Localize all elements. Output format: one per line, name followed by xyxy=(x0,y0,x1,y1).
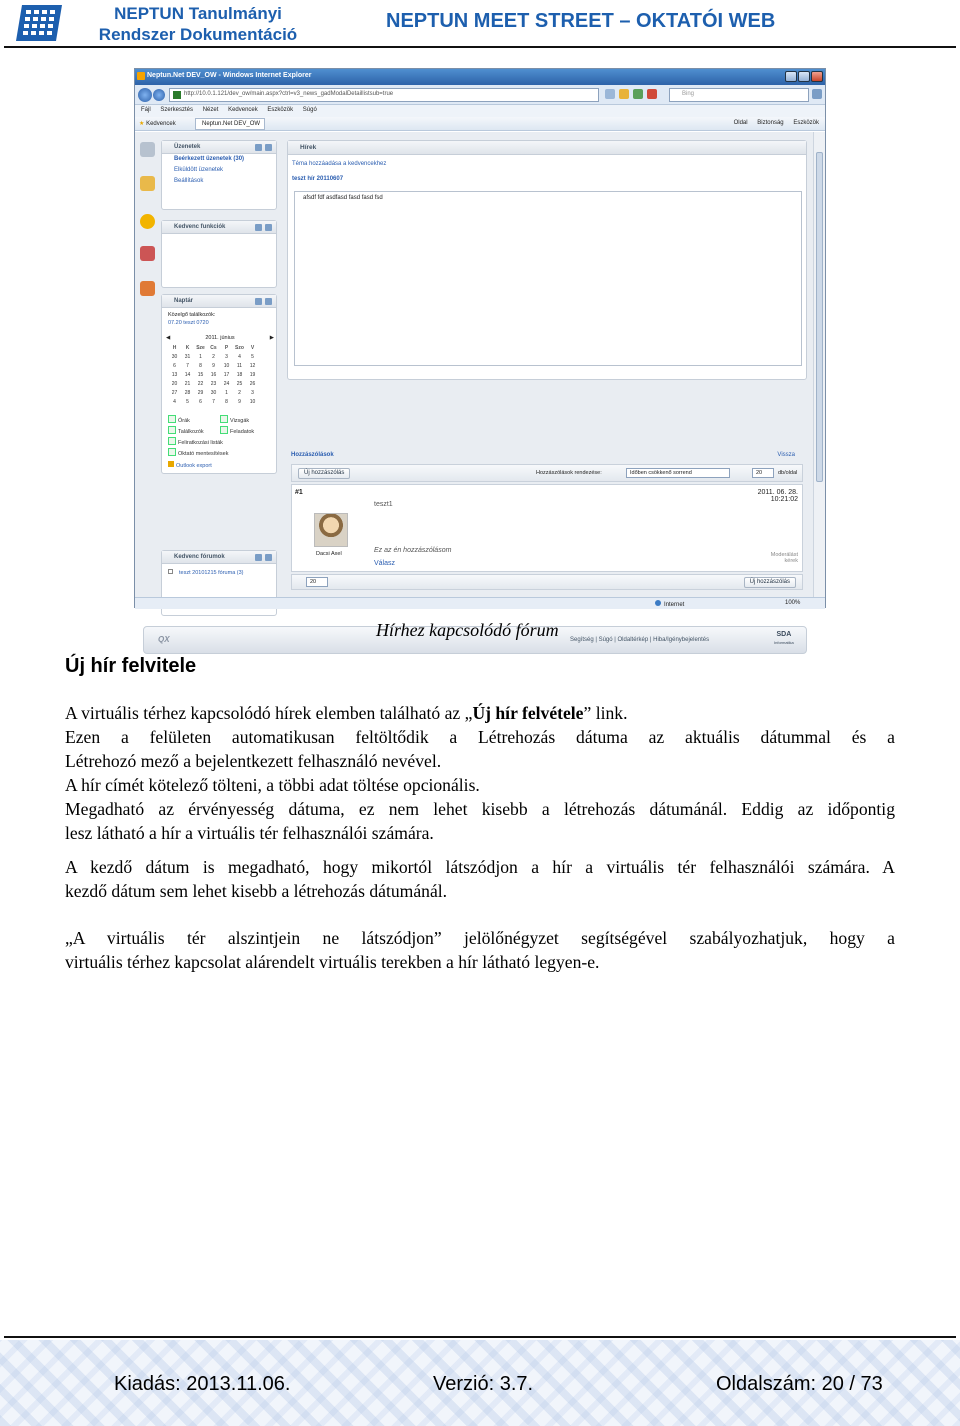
filter-exams-checkbox[interactable]: Vizsgák xyxy=(220,415,249,424)
messages-title: Üzenetek xyxy=(174,144,201,150)
close-icon[interactable] xyxy=(811,71,823,82)
search-placeholder: Bing xyxy=(682,91,695,97)
footer-new-comment-button[interactable]: Új hozzászólás xyxy=(744,577,796,588)
menu-view[interactable]: Nézet xyxy=(202,107,219,113)
favorites-label: Kedvencek xyxy=(146,121,176,127)
calendar-day[interactable]: 13 xyxy=(171,372,178,378)
reply-link[interactable]: Válasz xyxy=(374,560,396,567)
calendar-day[interactable]: 14 xyxy=(184,372,191,378)
search-icon[interactable] xyxy=(812,89,822,99)
calendar-header xyxy=(162,295,276,308)
sort-select[interactable]: Időben csökkenő sorrend xyxy=(626,468,730,478)
text-run: A virtuális térhez kapcsolódó hírek elemben található az „ xyxy=(65,703,473,723)
calendar-day[interactable]: 3 xyxy=(225,354,228,360)
menu-edit[interactable]: Szerkesztés xyxy=(160,107,194,113)
weekday: Szo xyxy=(235,345,244,351)
calendar-day[interactable]: 10 xyxy=(223,363,230,369)
paragraph-sublevel-checkbox xyxy=(65,926,895,974)
sda-logo-sub: Informatika xyxy=(774,640,794,645)
section-heading: Új hír felvitele xyxy=(65,655,197,677)
browser-tab[interactable]: Neptun.Net DEV_OW xyxy=(195,118,265,130)
footer-divider xyxy=(4,1336,956,1338)
text-line: Megadható az érvényesség dátuma, ez nem lehet kisebb a létrehozás dátumánál. Eddig az időpontig xyxy=(65,799,895,819)
safety-menu[interactable]: Biztonság xyxy=(757,120,784,126)
calendar-day[interactable]: 6 xyxy=(173,363,176,369)
minimize-panel-icon[interactable] xyxy=(255,224,262,231)
footer-links: Segítség | Súgó | Oldaltérkép | Hiba/Igénybejelentés xyxy=(570,637,710,643)
security-zone xyxy=(655,600,684,608)
text-line: kezdő dátum sem lehet kisebb a létrehozás dátumánál. xyxy=(65,881,448,901)
news-item-title: teszt hír 20110607 xyxy=(292,176,344,182)
brand-line-1: NEPTUN Tanulmányi xyxy=(114,4,282,23)
calendar-day[interactable]: 16 xyxy=(210,372,217,378)
weekday: Cs xyxy=(210,345,217,351)
text-line: lesz látható a hír a virtuális tér felhasználói számára. xyxy=(65,823,434,843)
calendar-day[interactable]: 22 xyxy=(197,381,204,387)
calendar-day[interactable]: 5 xyxy=(186,399,189,405)
outlook-export-link[interactable] xyxy=(168,461,212,469)
address-bar xyxy=(135,85,825,105)
calendar-week xyxy=(168,363,272,372)
weekday: H xyxy=(172,345,177,351)
paragraph-start-date xyxy=(65,855,895,903)
news-body: afsdf fdf asdfasd fasd fasd fsd xyxy=(294,191,802,366)
text-line: „A virtuális tér alszintjein ne látszódjon” jelölőnégyzet segítségével szabályozhatjuk, hogy a xyxy=(65,928,895,948)
page-header xyxy=(0,0,960,50)
upcoming-item[interactable]: 07.20 teszt 0720 xyxy=(168,320,209,326)
calendar-day[interactable]: 20 xyxy=(171,381,178,387)
calendar-day[interactable]: 1 xyxy=(199,354,202,360)
icon-rail xyxy=(135,136,159,316)
calendar-month-label: 2011. június xyxy=(205,335,235,341)
moderation-line-1: Moderálást xyxy=(770,552,798,558)
neptun-logo-icon xyxy=(14,3,64,43)
favorites-bar xyxy=(135,117,825,131)
mail-icon[interactable] xyxy=(140,176,155,191)
refresh-icon[interactable] xyxy=(633,89,643,99)
lock-icon xyxy=(619,89,629,99)
inbox-link[interactable]: Beérkezett üzenetek (30) xyxy=(174,156,245,162)
page-menu[interactable]: Oldal xyxy=(733,120,748,126)
close-panel-icon[interactable] xyxy=(265,224,272,231)
security-zone-label: Internet xyxy=(664,602,685,608)
prev-month-icon[interactable]: ◀ xyxy=(166,335,171,341)
text-line: Létrehozó mező a bejelentkezett felhasználó nevével. xyxy=(65,751,442,771)
favorite-forums-title: Kedvenc fórumok xyxy=(174,554,225,560)
settings-link[interactable]: Beállítások xyxy=(174,178,204,184)
messages-panel-header xyxy=(162,141,276,154)
page-scrollbar[interactable] xyxy=(813,132,825,597)
calendar-day[interactable]: 18 xyxy=(236,372,243,378)
calendar-day[interactable]: 25 xyxy=(236,381,243,387)
calendar-week xyxy=(168,399,272,408)
sda-logo xyxy=(774,631,794,647)
calendar-week xyxy=(168,372,272,381)
calendar-weekdays xyxy=(168,345,272,354)
calendar-day[interactable]: 31 xyxy=(184,354,191,360)
calendar-day[interactable]: 8 xyxy=(225,399,228,405)
header-divider xyxy=(4,46,956,48)
moderation-request-link[interactable] xyxy=(771,552,798,564)
calendar-day[interactable]: 30 xyxy=(171,354,178,360)
news-title: Hírek xyxy=(300,144,317,151)
calendar-day[interactable]: 15 xyxy=(197,372,204,378)
menu-file[interactable]: Fájl xyxy=(141,107,151,113)
window-controls xyxy=(784,71,823,82)
calendar-day[interactable]: 2 xyxy=(212,354,215,360)
forum-item-icon xyxy=(168,569,173,574)
footer-page-size-select[interactable]: 20 xyxy=(306,577,328,587)
calendar-week xyxy=(168,354,272,363)
calendar-day[interactable]: 2 xyxy=(238,390,241,396)
compat-view-icon[interactable] xyxy=(605,89,615,99)
paragraph-autofill xyxy=(65,725,895,773)
forum-item-label: teszt 20101215 fóruma (3) xyxy=(179,570,244,576)
font-size-icon[interactable] xyxy=(140,142,155,157)
calendar-day[interactable]: 1 xyxy=(225,390,228,396)
tools-menu[interactable]: Eszközök xyxy=(793,120,819,126)
calendar-day[interactable]: 5 xyxy=(251,354,254,360)
paragraph-required-title: A hír címét kötelező tölteni, a többi adat töltése opcionális. xyxy=(65,775,480,795)
weekday: V xyxy=(250,345,255,351)
close-panel-icon[interactable] xyxy=(265,298,272,305)
calendar-day[interactable]: 4 xyxy=(173,399,176,405)
calendar-day[interactable]: 9 xyxy=(238,399,241,405)
calendar-day[interactable]: 17 xyxy=(223,372,230,378)
address-input[interactable] xyxy=(169,88,599,102)
paragraph-new-news-link xyxy=(65,701,895,725)
minimize-panel-icon[interactable] xyxy=(255,554,262,561)
favorites-button[interactable] xyxy=(139,120,176,127)
weekday: Sze xyxy=(196,345,205,351)
filter-classes-checkbox[interactable]: Órák xyxy=(168,415,190,424)
add-to-favorites-link[interactable]: Téma hozzáadása a kedvencekhez xyxy=(292,161,387,167)
messages-panel xyxy=(161,140,277,210)
forum-icon[interactable] xyxy=(140,281,155,296)
sent-link[interactable]: Elküldött üzenetek xyxy=(174,167,224,173)
version: Verzió: 3.7. xyxy=(433,1373,534,1395)
favorite-forums-header xyxy=(162,551,276,564)
forward-icon[interactable] xyxy=(153,89,165,101)
calendar-day[interactable]: 10 xyxy=(249,399,256,405)
close-panel-icon[interactable] xyxy=(265,554,272,561)
calendar-day[interactable]: 28 xyxy=(184,390,191,396)
back-link[interactable]: Vissza xyxy=(777,452,795,458)
calendar-title: Naptár xyxy=(174,298,194,304)
calendar-day[interactable]: 26 xyxy=(249,381,256,387)
outlook-export-label: Outlook export xyxy=(176,463,212,469)
calendar-day[interactable]: 3 xyxy=(251,390,254,396)
weekday: P xyxy=(224,345,229,351)
filter-meetings-checkbox[interactable]: Találkozók xyxy=(168,426,204,435)
calendar-panel xyxy=(161,294,277,474)
text-line: virtuális térhez kapcsolat alárendelt virtuális terekben a hír látható legyen-e. xyxy=(65,952,600,972)
command-bar xyxy=(726,120,819,126)
favorite-star-icon[interactable] xyxy=(140,214,155,229)
text-run: ” link. xyxy=(583,703,628,723)
favorite-functions-title: Kedvenc funkciók xyxy=(174,224,226,230)
zoom-level[interactable]: 100% xyxy=(785,600,801,606)
calendar-day[interactable]: 4 xyxy=(238,354,241,360)
calendar-day[interactable]: 12 xyxy=(249,363,256,369)
stop-icon[interactable] xyxy=(647,89,657,99)
paragraph-validity-date xyxy=(65,797,895,845)
filter-signup-lists-checkbox[interactable]: Feliratkozási listák xyxy=(168,437,223,446)
menu-tools[interactable]: Eszközök xyxy=(267,107,294,113)
calendar-day[interactable]: 23 xyxy=(210,381,217,387)
outlook-icon xyxy=(168,461,174,467)
calendar-week xyxy=(168,390,272,399)
comment-date: 2011. 06. 28. xyxy=(757,489,798,496)
page-icon xyxy=(173,91,181,99)
brand-name xyxy=(78,3,318,45)
star-icon: ★ xyxy=(139,121,145,127)
address-value: http://10.0.1.121/dev_ow/main.aspx?ctrl=v3_news_gadModalDetaillistsub=true xyxy=(184,91,394,97)
page-number: Oldalszám: 20 / 73 xyxy=(716,1373,883,1395)
comment-post xyxy=(291,484,803,572)
minimize-panel-icon[interactable] xyxy=(255,144,262,151)
comment-number: #1 xyxy=(295,489,303,496)
close-panel-icon[interactable] xyxy=(265,144,272,151)
calendar-day[interactable]: 19 xyxy=(249,372,256,378)
search-input[interactable] xyxy=(669,88,809,102)
calendar-day[interactable]: 30 xyxy=(210,390,217,396)
news-panel xyxy=(287,140,807,380)
calendar-month xyxy=(162,335,278,341)
avatar xyxy=(314,513,348,547)
per-page-label: db/oldal xyxy=(778,470,798,476)
filter-tasks-checkbox[interactable]: Feladatok xyxy=(220,426,254,435)
minimize-panel-icon[interactable] xyxy=(255,298,262,305)
bug-report-link[interactable]: Hiba/Igénybejelentés xyxy=(653,637,710,643)
sitemap-link[interactable]: Oldaltérkép xyxy=(617,637,649,643)
comments-footer xyxy=(291,574,803,590)
calendar-day[interactable]: 8 xyxy=(199,363,202,369)
favorite-functions-header xyxy=(162,221,276,234)
manual-link[interactable]: Súgó xyxy=(598,637,613,643)
calendar-icon[interactable] xyxy=(140,246,155,261)
browser-status-bar xyxy=(135,597,825,609)
document-title: NEPTUN MEET STREET – OKTATÓI WEB xyxy=(386,10,776,32)
calendar-day[interactable]: 7 xyxy=(186,363,189,369)
comments-toolbar xyxy=(291,464,803,482)
comments-title: Hozzászólások xyxy=(291,452,334,458)
minimize-icon[interactable] xyxy=(785,71,797,82)
maximize-icon[interactable] xyxy=(798,71,810,82)
calendar-day[interactable]: 27 xyxy=(171,390,178,396)
calendar-day[interactable]: 9 xyxy=(212,363,215,369)
scrollbar-thumb[interactable] xyxy=(816,152,823,482)
calendar-day[interactable]: 21 xyxy=(184,381,191,387)
comment-time: 10:21:02 xyxy=(770,496,798,503)
favorite-functions-panel xyxy=(161,220,277,288)
calendar-day[interactable]: 6 xyxy=(199,399,202,405)
own-comment-note: Ez az én hozzászólásom xyxy=(374,547,452,554)
browser-title-bar xyxy=(135,69,825,85)
menu-help[interactable]: Súgó xyxy=(302,107,317,113)
back-icon[interactable] xyxy=(138,88,152,102)
figure-caption: Hírhez kapcsolódó fórum xyxy=(376,620,559,640)
new-comment-button[interactable]: Új hozzászólás xyxy=(298,468,350,479)
comment-text: teszt1 xyxy=(374,501,393,508)
forum-list-item[interactable] xyxy=(168,569,244,576)
qx-logo: QX xyxy=(158,635,170,644)
text-line: A kezdő dátum is megadható, hogy mikortól látszódjon a hír a virtuális tér felhasználói számára. A xyxy=(65,857,895,877)
browser-window-title: Neptun.Net DEV_OW - Windows Internet Explorer xyxy=(147,72,312,79)
weekday: K xyxy=(185,345,190,351)
menu-favorites[interactable]: Kedvencek xyxy=(228,107,258,113)
comment-author: Dacsi Axel xyxy=(316,551,342,557)
calendar-day[interactable]: 29 xyxy=(197,390,204,396)
moderation-line-2: kérek xyxy=(784,558,798,564)
sda-logo-text: SDA xyxy=(776,631,792,638)
page-size-select[interactable]: 20 xyxy=(752,468,774,478)
brand-line-2: Rendszer Dokumentáció xyxy=(98,25,298,44)
browser-menu-bar xyxy=(135,105,825,117)
help-link[interactable]: Segítség xyxy=(570,637,594,643)
release-date: Kiadás: 2013.11.06. xyxy=(114,1373,291,1395)
next-month-icon[interactable]: ▶ xyxy=(269,335,274,341)
filter-exemptions-checkbox[interactable]: Oktató mentesítések xyxy=(168,448,228,457)
new-news-link-name: Új hír felvétele xyxy=(472,703,584,723)
globe-icon xyxy=(655,600,661,606)
calendar-day[interactable]: 11 xyxy=(236,363,243,369)
text-line: Ezen a felületen automatikusan feltöltődik a Létrehozás dátuma az aktuális dátummal és a xyxy=(65,727,895,747)
calendar-day[interactable]: 7 xyxy=(212,399,215,405)
upcoming-label: Közelgő találkozók: xyxy=(168,312,216,318)
sort-label: Hozzászólások rendezése: xyxy=(536,470,602,476)
comments-section xyxy=(287,380,807,600)
calendar-day[interactable]: 24 xyxy=(223,381,230,387)
calendar-week xyxy=(168,381,272,390)
browser-app-icon xyxy=(137,72,145,80)
news-header xyxy=(288,141,806,155)
